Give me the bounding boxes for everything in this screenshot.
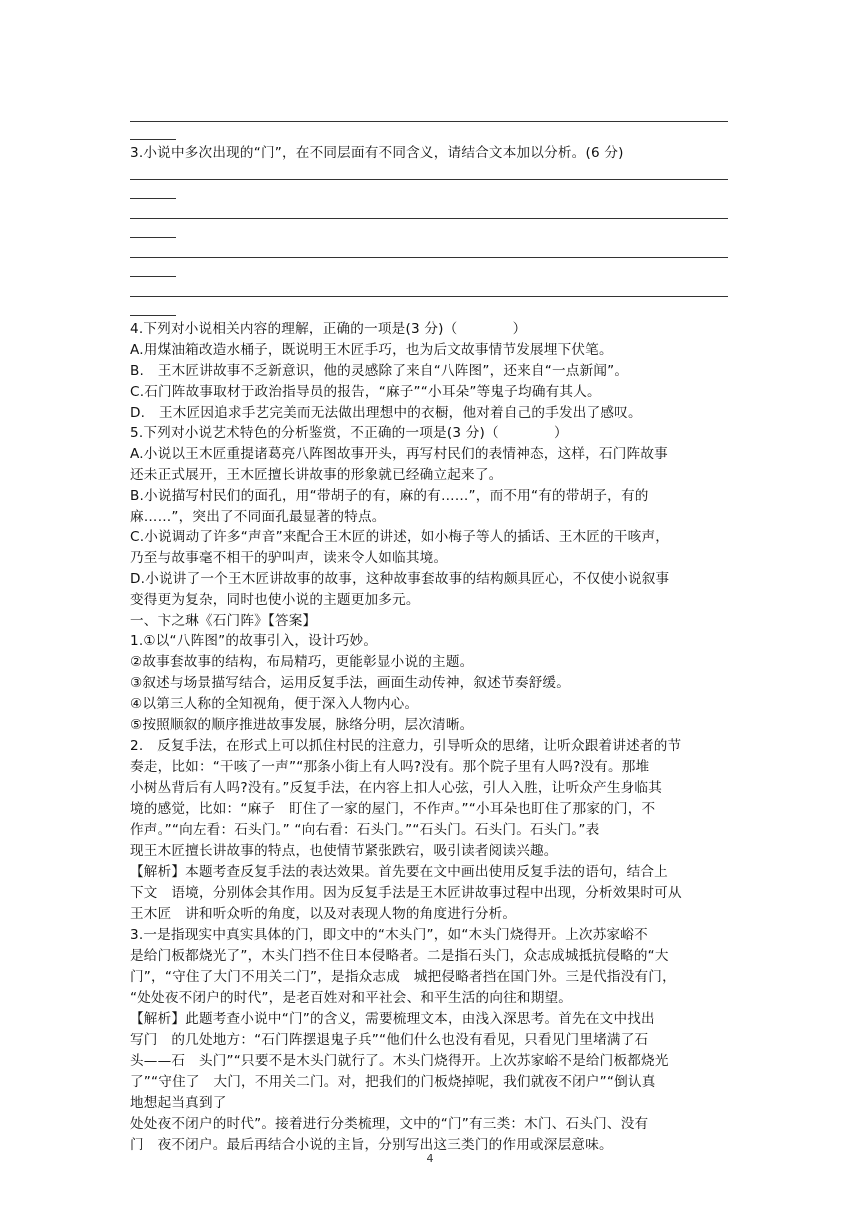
q5-option-a: A.小说以王木匠重提诸葛亮八阵图故事开头，再写村民们的表情神态，这样，石门阵故事 (130, 446, 668, 462)
text-line: 麻……”，突出了不同面孔最显著的特点。 (130, 509, 386, 525)
text-line: 变得更为复杂，同时也使小说的主题更加多元。 (130, 592, 420, 608)
answer-2: 2. 反复手法，在形式上可以抓住村民的注意力，引导听众的思绪，让听众跟着讲述者的节 (130, 738, 682, 754)
text-line: 王木匠 讲和听众听的角度，以及对表现人物的角度进行分析。 (130, 906, 517, 922)
answer-heading: 一、卞之琳《石门阵》【答案】 (130, 613, 317, 629)
question-5: 5.下列对小说艺术特色的分析鉴赏，不正确的一项是(3 分)（ ） (130, 425, 568, 441)
text-line: 地想起当真到了 (130, 1095, 227, 1111)
answer-line (130, 121, 728, 122)
q4-option-c: C.石门阵故事取材于政治指导员的报告，“麻子”“小耳朵”等鬼子均确有其人。 (130, 384, 601, 400)
text-line: 下文 语境，分别体会其作用。因为反复手法是王木匠讲故事过程中出现，分析效果时可从 (130, 885, 682, 901)
text-line: 是给门板都烧光了”，木头门挡不住日本侵略者。二是指石头门，众志成城抵抗侵略的“大 (130, 948, 669, 964)
answer-line (130, 257, 728, 258)
text-line: ③叙述与场景描写结合，运用反复手法，画面生动传神，叙述节奏舒缓。 (130, 675, 570, 691)
question-3: 3.小说中多次出现的“门”，在不同层面有不同含义，请结合文本加以分析。(6 分) (130, 145, 624, 161)
text-line: ②故事套故事的结构，布局精巧，更能彰显小说的主题。 (130, 654, 474, 670)
answer-1: 1.①以“八阵图”的故事引入，设计巧妙。 (130, 633, 378, 649)
text-line: 作声。”“向左看：石头门。” “向右看：石头门。”“石头门。石头门。石头门。”表 (130, 822, 600, 838)
text-line: 还未正式展开，王木匠擅长讲故事的形象就已经确立起来了。 (130, 467, 503, 483)
text-line: 小树丛背后有人吗?没有。”反复手法，在内容上扣人心弦，引人入胜，让听众产生身临其 (130, 780, 663, 796)
text-line: 写门 的几处地方：“石门阵摆退鬼子兵”“他们什么也没有看见，只看见门里堵满了石 (130, 1032, 649, 1048)
question-4: 4.下列对小说相关内容的理解，正确的一项是(3 分)（ ） (130, 321, 527, 337)
page-number: 4 (426, 1152, 434, 1165)
q4-option-d: D. 王木匠因追求手艺完美而无法做出理想中的衣橱，他对着自己的手发出了感叹。 (130, 405, 642, 421)
answer-3: 3.一是指现实中真实具体的门，即文中的“木头门”，如“木头门烧得开。上次苏家峪不 (130, 927, 648, 943)
answer-line (130, 296, 728, 297)
answer-line (130, 179, 728, 180)
text-line: 了”“守住了 大门，不用关二门。对，把我们的门板烧掉呢，我们就夜不闭户”“倒认真 (130, 1074, 656, 1090)
q4-option-b: B. 王木匠讲故事不乏新意识，他的灵感除了来自“八阵图”，还来自“一点新闻”。 (130, 363, 629, 379)
q5-option-d: D.小说讲了一个王木匠讲故事的故事，这种故事套故事的结构颇具匠心，不仅使小说叙事 (130, 571, 670, 587)
text-line: 门”，“守住了大门不用关二门”，是指众志成 城把侵略者挡在国门外。三是代指没有门， (130, 969, 676, 985)
text-line: 头——石 头门”“只要不是木头门就行了。木头门烧得开。上次苏家峪不是给门板都烧光 (130, 1053, 669, 1069)
text-line: ④以第三人称的全知视角，便于深入人物内心。 (130, 696, 419, 712)
answer-line-stub (130, 276, 176, 277)
text-line: 境的感觉，比如：“麻子 盯住了一家的屋门，不作声。”“小耳朵也盯住了那家的门，不 (130, 801, 656, 817)
answer-line-stub (130, 139, 176, 140)
q5-option-c: C.小说调动了许多“声音”来配合王木匠的讲述，如小梅子等人的插话、王木匠的干咳声， (130, 529, 670, 545)
text-line: 处处夜不闭户的时代”。接着进行分类梳理，文中的“门”有三类：木门、石头门、没有 (130, 1116, 649, 1132)
text-line: “处处夜不闭户的时代”，是老百姓对和平社会、和平生活的向往和期望。 (130, 990, 573, 1006)
text-line: 门 夜不闭户。最后再结合小说的主旨，分别写出这三类门的作用或深层意味。 (130, 1137, 613, 1153)
analysis-3: 【解析】此题考查小说中“门”的含义，需要梳理文本，由浅入深思考。首先在文中找出 (130, 1011, 655, 1027)
q5-option-b: B.小说描写村民们的面孔，用“带胡子的有，麻的有……”，而不用“有的带胡子，有的 (130, 488, 649, 504)
q4-option-a: A.用煤油箱改造水桶子，既说明王木匠手巧，也为后文故事情节发展埋下伏笔。 (130, 342, 613, 358)
text-line: 现王木匠擅长讲故事的特点，也使情节紧张跌宕，吸引读者阅读兴趣。 (130, 843, 558, 859)
answer-line-stub (130, 315, 176, 316)
text-line: 奏走，比如：“干咳了一声”“那条小街上有人吗?没有。那个院子里有人吗?没有。那堆 (130, 759, 650, 775)
analysis-2: 【解析】本题考查反复手法的表达效果。首先要在文中画出使用反复手法的语句，结合上 (130, 864, 668, 880)
text-line: 乃至与故事毫不相干的驴叫声，读来令人如临其境。 (130, 550, 448, 566)
answer-line (130, 218, 728, 219)
answer-line-stub (130, 198, 176, 199)
answer-line-stub (130, 237, 176, 238)
text-line: ⑤按照顺叙的顺序推进故事发展，脉络分明，层次清晰。 (130, 717, 474, 733)
